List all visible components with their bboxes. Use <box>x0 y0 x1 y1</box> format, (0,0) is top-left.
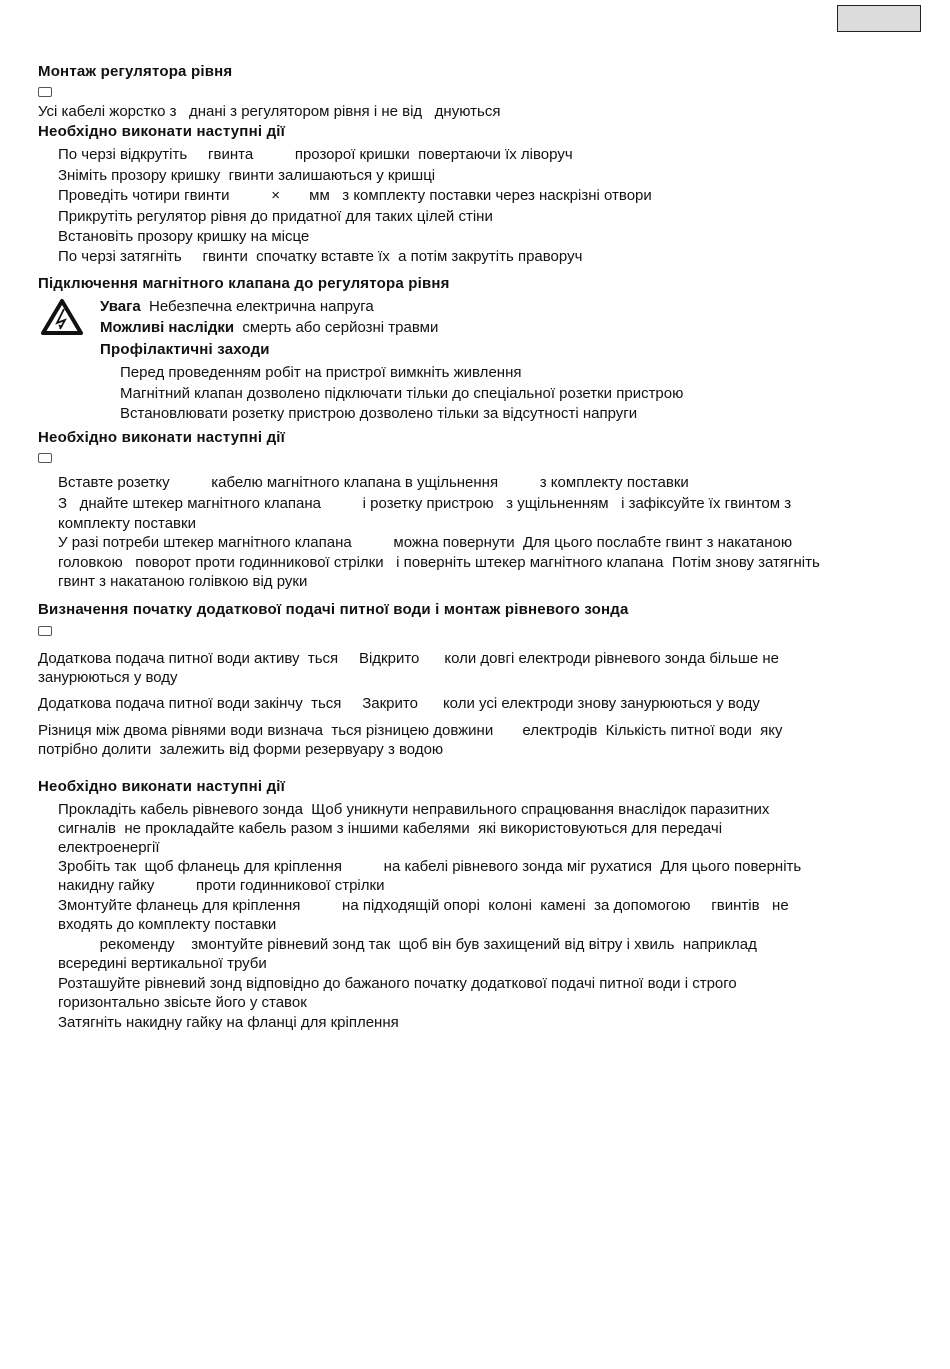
paragraph: Додаткова подача питної води закінчу ться Закрито коли усі електроди знову занурюються у воду <box>38 694 760 712</box>
note-icon <box>38 453 52 463</box>
page-number-tab <box>837 5 921 32</box>
document-body <box>38 62 918 1032</box>
list-item: Зробіть так щоб фланець для кріплення на кабелі рівневого зонда міг рухатися Для цього поверніть накидну гайку проти годинникової стрілки <box>58 857 802 894</box>
warning-label: Увага <box>100 298 141 315</box>
list-item: У разі потреби штекер магнітного клапана можна повернути Для цього послабте гвинт з накатаною головкою поворот проти годинникової стрілки і поверніть штекер магнітного клапана Потім знову затягніть гвинт з накатаною голівкою від руки <box>58 534 820 590</box>
steps-heading: Необхідно виконати наступні дії <box>38 429 286 446</box>
note-icon <box>38 626 52 636</box>
consequences-description: смерть або серйозні травми <box>234 319 439 336</box>
list-item: рекоменду змонтуйте рівневий зонд так щоб він був захищений від вітру і хвиль наприклад всередині вертикальної труби <box>58 935 757 972</box>
warning-text <box>100 297 438 360</box>
section-title-mounting: Монтаж регулятора рівня <box>38 63 233 80</box>
list-item: Прикрутіть регулятор рівня до придатної для таких цілей стіни <box>58 208 493 225</box>
list-item: По черзі затягніть гвинти спочатку вставте їх а потім закрутіть праворуч <box>58 248 583 265</box>
section-title-solenoid: Підключення магнітного клапана до регулятора рівня <box>38 275 450 292</box>
list-item: З днайте штекер магнітного клапана і розетку пристрою з ущільненням і зафіксуйте їх гвинтом з комплекту поставки <box>58 495 792 532</box>
list-item: Затягніть накидну гайку на фланці для кріплення <box>58 1013 399 1031</box>
safety-warning <box>38 297 918 360</box>
precautions-heading: Профілактичні заходи <box>100 341 270 358</box>
precaution-item: Перед проведенням робіт на пристрої вимкніть живлення <box>120 364 522 381</box>
list-item: Встановіть прозору кришку на місце <box>58 228 310 245</box>
list-item: По черзі відкрутіть гвинта прозорої кришки повертаючи їх ліворуч <box>58 146 573 163</box>
precaution-item: Магнітний клапан дозволено підключати тільки до спеціальної розетки пристрою <box>120 385 684 402</box>
note-icon <box>38 87 52 97</box>
consequences-label: Можливі наслідки <box>100 319 235 336</box>
section-title-level-probe: Визначення початку додаткової подачі питної води і монтаж рівневого зонда <box>38 600 629 618</box>
list-item: Прокладіть кабель рівневого зонда Щоб уникнути неправильного спрацювання внаслідок паразитних сигналів не прокладайте кабель разом з іншими кабелями які використовуються для передачі електроенергії <box>58 800 770 856</box>
paragraph: Додаткова подача питної води активу ться Відкрито коли довгі електроди рівневого зонда більше не занурюються у воду <box>38 649 779 686</box>
list-item: Зніміть прозору кришку гвинти залишаються у кришці <box>58 167 436 184</box>
high-voltage-warning-icon <box>40 298 84 336</box>
list-item: Вставте розетку кабелю магнітного клапана в ущільнення з комплекту поставки <box>58 474 689 491</box>
precaution-item: Встановлювати розетку пристрою дозволено тільки за відсутності напруги <box>120 405 638 422</box>
cables-note: Усі кабелі жорстко з днані з регулятором рівня і не від днуються <box>38 103 501 120</box>
list-item: Розташуйте рівневий зонд відповідно до бажаного початку додаткової подачі питної води і строго горизонтально звісьте його у ставок <box>58 974 737 1011</box>
list-item: Змонтуйте фланець для кріплення на підходящій опорі колоні камені за допомогою гвинтів не входять до комплекту поставки <box>58 896 789 933</box>
steps-heading: Необхідно виконати наступні дії <box>38 777 286 795</box>
list-item: Проведіть чотири гвинти × мм з комплекту поставки через наскрізні отвори <box>58 187 652 204</box>
steps-heading: Необхідно виконати наступні дії <box>38 123 286 140</box>
paragraph: Різниця між двома рівнями води визнача ться різницею довжини електродів Кількість питної води яку потрібно долити залежить від форми резервуару з водою <box>38 721 783 758</box>
warning-description: Небезпечна електрична напруга <box>140 298 374 315</box>
